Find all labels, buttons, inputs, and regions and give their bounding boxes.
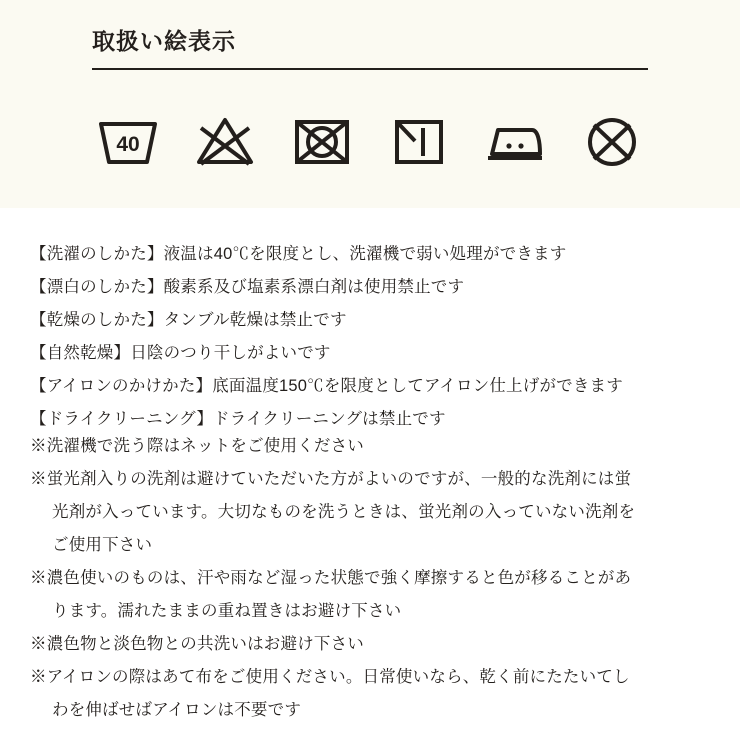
note-line: 光剤が入っています。大切なものを洗うときは、蛍光剤の入っていない洗剤を [52, 503, 636, 521]
care-instruction-line: 【洗濯のしかた】液温は40℃を限度とし、洗濯機で弱い処理ができます [30, 245, 567, 263]
svg-text:40: 40 [116, 133, 140, 156]
note-line: わを伸ばせばアイロンは不要です [52, 701, 302, 719]
care-instruction-line: 【自然乾燥】日陰のつり干しがよいです [30, 344, 331, 362]
note-line: ります。濡れたままの重ね置きはお避け下さい [52, 602, 402, 620]
title-divider [92, 68, 648, 70]
care-instruction-line: 【乾燥のしかた】タンブル乾燥は禁止です [30, 311, 347, 329]
note-line: ※濃色使いのものは、汗や雨など湿った状態で強く摩擦すると色が移ることがあ [30, 569, 632, 587]
no-dry-clean-symbol [576, 107, 648, 173]
care-instruction-line: 【ドライクリーニング】ドライクリーニングは禁止です [30, 410, 446, 428]
no-tumble-dry-symbol [286, 107, 358, 173]
care-instruction-line: 【アイロンのかけかた】底面温度150℃を限度としてアイロン仕上げができます [30, 377, 623, 395]
care-symbols-row [92, 104, 648, 176]
care-instructions-list [30, 238, 712, 436]
iron-150-symbol [479, 107, 551, 173]
no-bleach-symbol [189, 107, 261, 173]
care-instruction-line: 【漂白のしかた】酸素系及び塩素系漂白剤は使用禁止です [30, 278, 465, 296]
page-title: 取扱い絵表示 [92, 28, 236, 54]
notes-list [30, 430, 712, 727]
header-panel [0, 0, 740, 208]
line-dry-shade-symbol [382, 107, 454, 173]
note-line: ※アイロンの際はあて布をご使用ください。日常使いなら、乾く前にたたいてし [30, 668, 630, 686]
note-line: ※洗濯機で洗う際はネットをご使用ください [30, 437, 364, 455]
instructions-content [0, 208, 740, 740]
wash-40-symbol [92, 107, 164, 173]
note-line: ご使用下さい [52, 536, 153, 554]
note-line: ※蛍光剤入りの洗剤は避けていただいた方がよいのですが、一般的な洗剤には蛍 [30, 470, 632, 488]
note-line: ※濃色物と淡色物との共洗いはお避け下さい [30, 635, 364, 653]
title-block [92, 28, 648, 70]
